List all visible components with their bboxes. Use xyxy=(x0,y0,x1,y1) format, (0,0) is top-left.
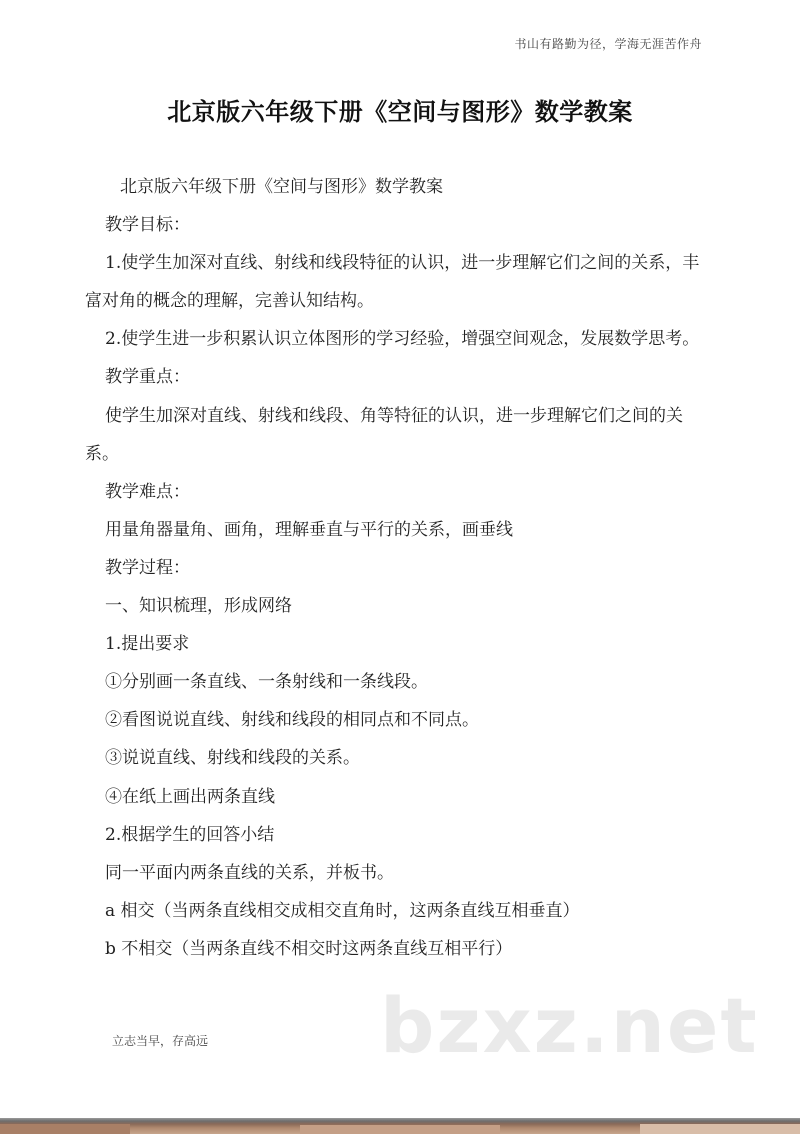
document-title: 北京版六年级下册《空间与图形》数学教案 xyxy=(167,98,633,126)
body-paragraph: 使学生加深对直线、射线和线段、角等特征的认识，进一步理解它们之间的关系。 xyxy=(85,405,683,464)
body-paragraph: 教学重点： xyxy=(105,367,190,388)
body-paragraph: 北京版六年级下册《空间与图形》数学教案 xyxy=(120,177,443,197)
document-body xyxy=(85,168,710,968)
body-paragraph: 同一平面内两条直线的关系，并板书。 xyxy=(105,862,394,883)
body-paragraph: ②看图说说直线、射线和线段的相同点和不同点。 xyxy=(105,710,479,731)
body-paragraph: ④在纸上画出两条直线 xyxy=(105,786,275,807)
body-paragraph: 2.使学生进一步积累认识立体图形的学习经验，增强空间观念，发展数学思考。 xyxy=(105,329,700,350)
body-paragraph: 1.使学生加深对直线、射线和线段特征的认识，进一步理解它们之间的关系，丰富对角的概念的理解，完善认知结构。 xyxy=(85,253,700,312)
body-paragraph: 1.提出要求 xyxy=(105,634,190,655)
header-motto: 书山有路勤为径，学海无涯苦作舟 xyxy=(514,37,702,51)
body-paragraph: a 相交（当两条直线相交成相交直角时，这两条直线互相垂直） xyxy=(105,900,580,921)
body-paragraph: ①分别画一条直线、一条射线和一条线段。 xyxy=(105,672,428,693)
body-paragraph: 教学难点： xyxy=(105,481,190,502)
footer-motto: 立志当早，存高远 xyxy=(112,1034,209,1048)
body-paragraph: 一、知识梳理，形成网络 xyxy=(105,596,292,617)
body-paragraph: b 不相交（当两条直线不相交时这两条直线互相平行） xyxy=(105,938,513,959)
background-blob xyxy=(300,1125,500,1134)
watermark: bzxz.net xyxy=(380,981,759,1070)
body-paragraph: ③说说直线、射线和线段的关系。 xyxy=(105,748,360,769)
body-paragraph: 教学目标： xyxy=(105,215,190,236)
page-bottom-edge xyxy=(0,1118,800,1134)
body-paragraph: 2.根据学生的回答小结 xyxy=(105,824,275,845)
background-blob xyxy=(0,1124,130,1134)
background-blob xyxy=(640,1124,800,1134)
body-paragraph: 教学过程： xyxy=(105,557,190,578)
body-paragraph: 用量角器量角、画角，理解垂直与平行的关系，画垂线 xyxy=(105,519,513,540)
